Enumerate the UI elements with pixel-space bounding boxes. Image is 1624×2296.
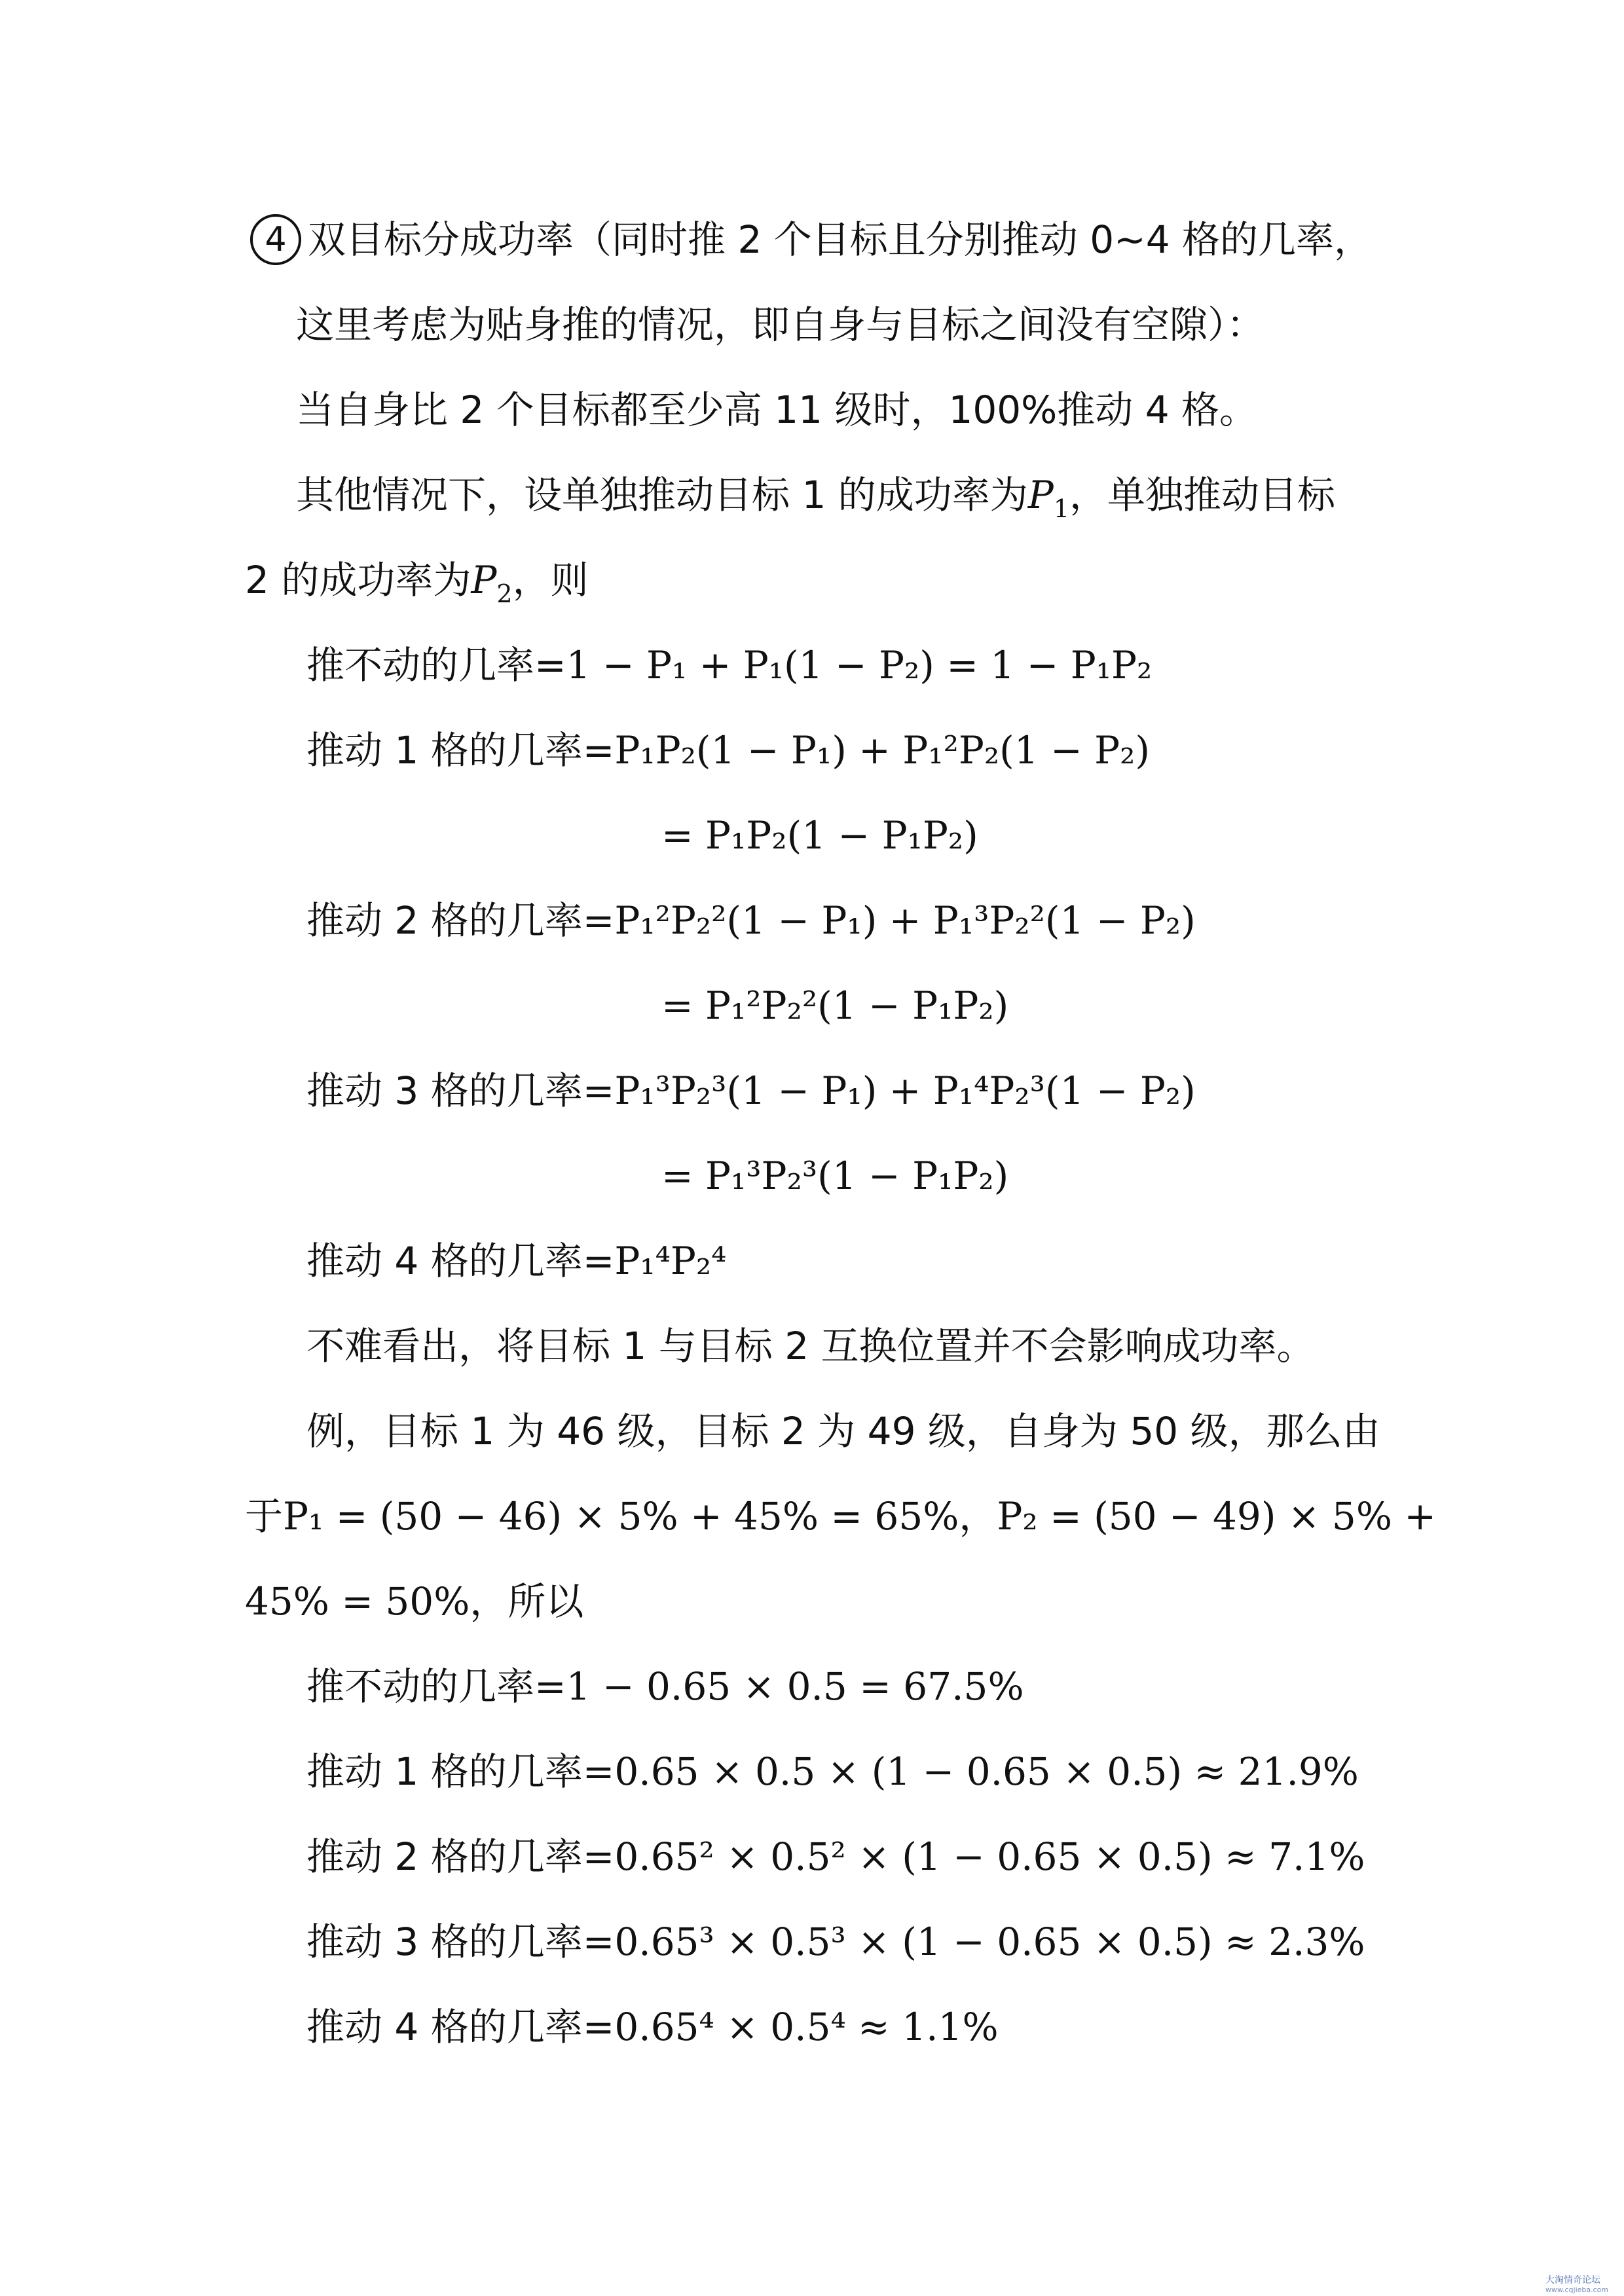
var-p1: $P_1$ [1027,473,1069,523]
result-p2 [306,1831,1365,1883]
formula-p3-simplified [661,1150,1008,1202]
example-tail: ，所以 [470,1579,584,1624]
result-label-p4: 推动 4 格的几率= [306,2005,615,2049]
setup-text-d: ，则 [512,558,589,602]
result-p3 [306,1916,1365,1968]
result-p0 [306,1660,1024,1713]
formula-3b: = P₁³P₂³(1 − P₁P₂) [661,1154,1009,1198]
rule-text: 当自身比 2 个目标都至少高 11 级时，100%推动 4 格。 [296,388,1258,432]
example-line-2 [245,1490,1436,1542]
example-line-3 [245,1575,583,1628]
formula-p4 [306,1235,726,1287]
note-text: 不难看出，将目标 1 与目标 2 互换位置并不会影响成功率。 [306,1324,1315,1368]
watermark-url: www.cqjieba.com [1545,2286,1609,2294]
result-1: 0.65 × 0.5 × (1 − 0.65 × 0.5) ≈ 21.9% [614,1749,1359,1794]
result-label-p2: 推动 2 格的几率= [306,1834,615,1879]
result-4: 0.65⁴ × 0.5⁴ ≈ 1.1% [614,2005,999,2049]
formula-p0 [306,639,1152,691]
formula-p2 [306,894,1196,947]
setup-text-a: 其他情况下，设单独推动目标 1 的成功率为 [296,473,1028,517]
formula-2b: = P₁²P₂²(1 − P₁P₂) [661,983,1009,1028]
p2-expression: P₂ = (50 − 49) × 5% + [997,1494,1436,1539]
var-p2: $P_2$ [471,558,513,608]
result-label-p3: 推动 3 格的几率= [306,1920,615,1964]
example-yu: 于 [245,1494,284,1539]
result-p4 [306,2001,999,2053]
formula-3a: P₁³P₂³(1 − P₁) + P₁⁴P₂³(1 − P₂) [614,1068,1196,1113]
formula-p3 [306,1065,1196,1117]
formula-4: P₁⁴P₂⁴ [614,1239,727,1283]
formula-p1-simplified [661,809,978,862]
setup-line-2 [245,554,589,606]
setup-line-1 [296,469,1335,521]
result-2: 0.65² × 0.5² × (1 − 0.65 × 0.5) ≈ 7.1% [614,1834,1365,1879]
setup-text-b: ，单独推动目标 [1069,473,1336,517]
result-label-p0: 推不动的几率= [306,1664,566,1709]
example-line-1: 例，目标 1 为 46 级，目标 2 为 49 级，自身为 50 级，那么由 [306,1409,1380,1453]
formula-0: 1 − P₁ + P₁(1 − P₂) = 1 − P₁P₂ [566,643,1153,687]
label-p3: 推动 3 格的几率= [306,1068,615,1113]
formula-1a: P₁P₂(1 − P₁) + P₁²P₂(1 − P₂) [614,728,1151,773]
label-p0: 推不动的几率= [306,643,566,687]
circled-number-marker: 4 [250,214,301,265]
result-0: 1 − 0.65 × 0.5 = 67.5% [566,1664,1024,1709]
label-p4: 推动 4 格的几率= [306,1239,615,1283]
setup-text-c: 2 的成功率为 [245,558,471,602]
p1-expression: P₁ = (50 − 46) × 5% + 45% = 65% [283,1494,959,1539]
heading-text: 双目标分成功率（同时推 2 个目标且分别推动 0~4 格的几率， [308,217,1373,262]
formula-p2-simplified [661,979,1008,1032]
formula-2a: P₁²P₂²(1 − P₁) + P₁³P₂²(1 − P₂) [614,898,1196,943]
watermark-logo-text: 大淘情奇论坛 [1545,2275,1600,2286]
heading-line [250,213,1372,266]
formula-1b: = P₁P₂(1 − P₁P₂) [661,813,978,858]
result-3: 0.65³ × 0.5³ × (1 − 0.65 × 0.5) ≈ 2.3% [614,1920,1365,1964]
heading-continuation: 这里考虑为贴身推的情况，即自身与目标之间没有空隙）： [296,302,1265,347]
line3-expression: 45% = 50% [245,1579,470,1624]
example-sep: ， [959,1494,997,1539]
result-p1 [306,1745,1359,1798]
label-p2: 推动 2 格的几率= [306,898,615,943]
formula-p1 [306,724,1150,776]
label-p1: 推动 1 格的几率= [306,728,615,773]
result-label-p1: 推动 1 格的几率= [306,1749,615,1794]
